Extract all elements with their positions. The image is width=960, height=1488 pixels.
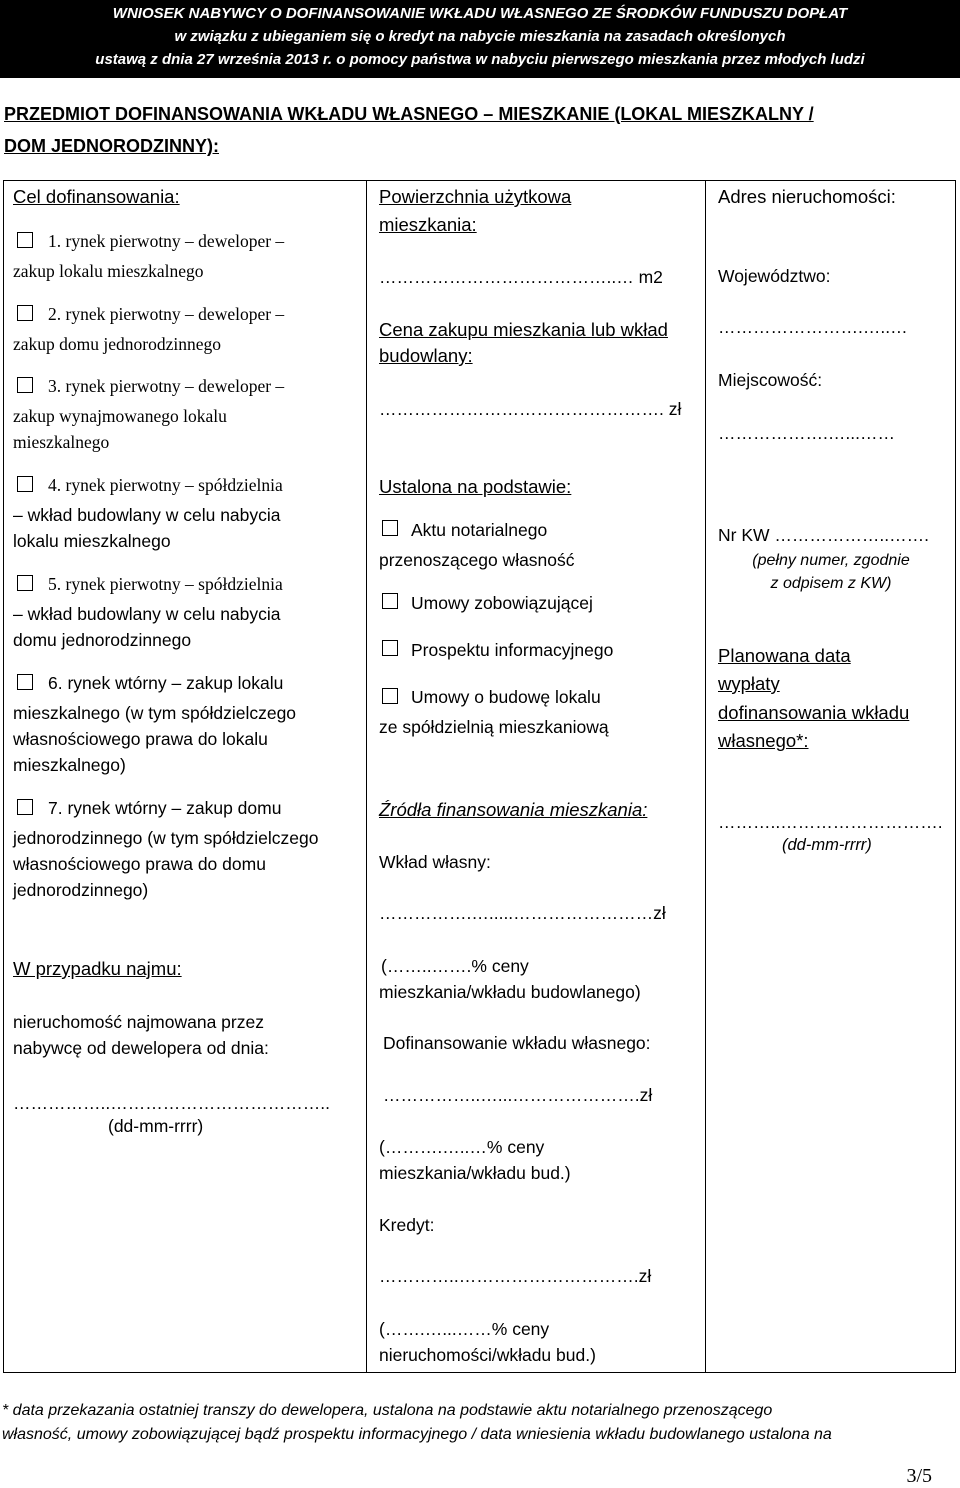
own-contribution-percent-note: mieszkania/wkładu budowlanego) (379, 982, 641, 1002)
land-register-note-1: (pełny numer, zgodnie (752, 552, 910, 569)
rent-line-1: nieruchomość najmowana przez (13, 1012, 264, 1032)
section-subject-title (4, 98, 904, 162)
purpose-6-line-3: własnościowego prawa do lokalu (13, 729, 268, 749)
credit-label: Kredyt: (379, 1215, 435, 1235)
header-line-3: ustawą z dnia 27 września 2013 r. o pomocy państwa w nabyciu pierwszego mieszkania przez młodych ludzi (95, 51, 865, 68)
cofinancing-label: Dofinansowanie wkładu własnego: (383, 1033, 651, 1053)
purpose-5-line-3: domu jednorodzinnego (13, 630, 192, 650)
purpose-4-line-2: – wkład budowlany w celu nabycia (13, 505, 281, 525)
checkbox-purpose-6[interactable] (17, 674, 33, 690)
area-title-line-1: Powierzchnia użytkowa (379, 186, 572, 207)
land-register-note-2: z odpisem z KW) (770, 575, 892, 592)
credit-field[interactable]: …………..………………………….zł (379, 1266, 652, 1286)
basis-1-line-1: Aktu notarialnego (411, 520, 548, 540)
subject-line-2: DOM JEDNORODZINNY): (4, 136, 219, 156)
checkbox-basis-2[interactable] (382, 593, 398, 609)
own-contribution-field[interactable]: …………….….....……………………zł (379, 903, 666, 923)
city-field[interactable]: ……………….…...…… (718, 423, 895, 443)
city-label: Miejscowość: (718, 370, 823, 390)
purpose-6-line-4: mieszkalnego) (13, 755, 126, 775)
area-title-line-2: mieszkania: (379, 214, 477, 235)
payout-date-field[interactable]: ………..………………………. (718, 812, 943, 832)
purpose-4-line-3: lokalu mieszkalnego (13, 531, 171, 551)
cofinancing-percent[interactable]: (……….…..…% ceny (379, 1137, 545, 1157)
basis-2-line-1: Umowy zobowiązującej (411, 593, 593, 613)
rent-title: W przypadku najmu: (13, 958, 182, 979)
purpose-1-line-2: zakup lokalu mieszkalnego (13, 261, 204, 281)
purpose-2-line-2: zakup domu jednorodzinnego (13, 334, 222, 354)
checkbox-basis-3[interactable] (382, 640, 398, 656)
purpose-6-line-2: mieszkalnego (w tym spółdzielczego (13, 703, 297, 723)
credit-percent[interactable]: (…….…...……% ceny (379, 1319, 550, 1339)
purpose-6-line-1: 6. rynek wtórny – zakup lokalu (48, 673, 284, 693)
checkbox-purpose-4[interactable] (17, 476, 33, 492)
own-contribution-percent[interactable]: (……..…….% ceny (381, 956, 529, 976)
basis-3-line-1: Prospektu informacyjnego (411, 640, 614, 660)
purpose-2-line-1: 2. rynek pierwotny – deweloper – (48, 304, 285, 324)
basis-title: Ustalona na podstawie: (379, 476, 572, 497)
payout-date-format: (dd-mm-rrrr) (782, 836, 872, 854)
purpose-3-line-1: 3. rynek pierwotny – deweloper – (48, 376, 285, 396)
price-title-line-1: Cena zakupu mieszkania lub wkład (379, 319, 668, 340)
purpose-7-line-2: jednorodzinnego (w tym spółdzielczego (13, 828, 319, 848)
form-header (0, 0, 960, 78)
payout-date-title-line-3: dofinansowania wkładu (718, 702, 910, 723)
header-line-1: WNIOSEK NABYWCY O DOFINANSOWANIE WKŁADU WŁASNEGO ZE ŚRODKÓW FUNDUSZU DOPŁAT (112, 5, 848, 22)
purpose-7-line-4: jednorodzinnego) (13, 880, 149, 900)
page-number: 3/5 (906, 1465, 932, 1487)
payout-date-title-line-4: własnego*: (718, 730, 809, 751)
cofinancing-percent-note: mieszkania/wkładu bud.) (379, 1163, 571, 1183)
purpose-title: Cel dofinansowania: (13, 186, 180, 207)
footnote-line-2: własność, umowy zobowiązującej bądź prospektu informacyjnego / data wniesienia wkładu budowlanego ustalona na (2, 1426, 832, 1443)
column-divider-2 (705, 180, 706, 1373)
purpose-3-line-3: mieszkalnego (13, 432, 110, 452)
price-title-line-2: budowlany: (379, 345, 473, 366)
basis-4-line-2: ze spółdzielnią mieszkaniową (379, 717, 609, 737)
purpose-4-line-1: 4. rynek pierwotny – spółdzielnia (48, 475, 283, 495)
checkbox-basis-4[interactable] (382, 688, 398, 704)
basis-1-line-2: przenoszącego własność (379, 550, 575, 570)
checkbox-purpose-7[interactable] (17, 799, 33, 815)
rent-date-field[interactable]: ……………..……………………………….. (13, 1093, 330, 1113)
payout-date-title-line-2: wypłaty (718, 673, 780, 694)
subject-line-1: PRZEDMIOT DOFINANSOWANIA WKŁADU WŁASNEGO – MIESZKANIE (LOKAL MIESZKALNY / (4, 104, 814, 124)
voivodeship-label: Województwo: (718, 266, 831, 286)
purpose-5-line-1: 5. rynek pierwotny – spółdzielnia (48, 574, 283, 594)
price-value-field[interactable]: …………………………………………. zł (379, 399, 682, 419)
checkbox-purpose-5[interactable] (17, 575, 33, 591)
column-divider-1 (366, 180, 367, 1373)
checkbox-purpose-2[interactable] (17, 305, 33, 321)
sources-title: Źródła finansowania mieszkania: (379, 799, 648, 820)
purpose-3-line-2: zakup wynajmowanego lokalu (13, 406, 227, 426)
basis-4-line-1: Umowy o budowę lokalu (411, 687, 601, 707)
credit-percent-note: nieruchomości/wkładu bud.) (379, 1345, 596, 1365)
land-register-field[interactable]: Nr KW ………………..……. (718, 525, 929, 545)
checkbox-purpose-3[interactable] (17, 377, 33, 393)
purpose-1-line-1: 1. rynek pierwotny – deweloper – (48, 231, 285, 251)
purpose-7-line-3: własnościowego prawa do domu (13, 854, 266, 874)
checkbox-purpose-1[interactable] (17, 232, 33, 248)
cofinancing-field[interactable]: ……………..…...………………….zł (383, 1085, 653, 1105)
header-line-2: w związku z ubieganiem się o kredyt na nabycie mieszkania na zasadach określonych (174, 28, 786, 45)
address-title: Adres nieruchomości: (718, 186, 896, 207)
rent-line-2: nabywcę od dewelopera od dnia: (13, 1038, 269, 1058)
purpose-7-line-1: 7. rynek wtórny – zakup domu (48, 798, 282, 818)
checkbox-basis-1[interactable] (382, 520, 398, 536)
rent-date-format: (dd-mm-rrrr) (108, 1116, 204, 1136)
form-table (3, 180, 956, 1373)
payout-date-title-line-1: Planowana data (718, 645, 851, 666)
footnote-line-1: * data przekazania ostatniej transzy do dewelopera, ustalona na podstawie aktu notarialnego przenoszącego (2, 1402, 773, 1419)
own-contribution-label: Wkład własny: (379, 852, 491, 872)
voivodeship-field[interactable]: …………………….…..… (718, 317, 908, 337)
area-value-field[interactable]: …………………………………..… m2 (379, 267, 663, 287)
purpose-5-line-2: – wkład budowlany w celu nabycia (13, 604, 281, 624)
